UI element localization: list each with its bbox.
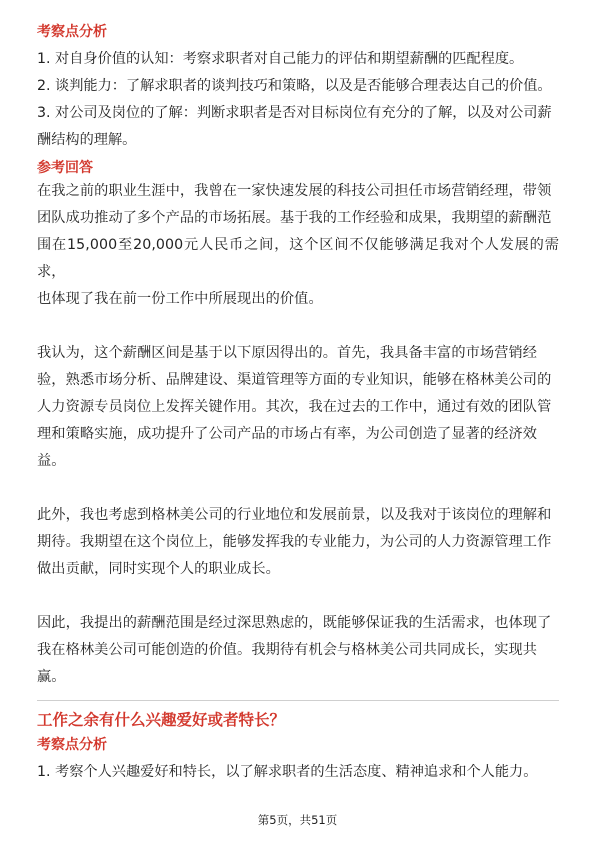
answer-line: 在我之前的职业生涯中，我曾在一家快速发展的科技公司担任市场营销经理，带领 [37, 183, 552, 199]
question-title: 工作之余有什么兴趣爱好或者特长？ [37, 711, 286, 729]
page-number: 第5页，共51页 [257, 813, 338, 827]
answer-line: 期待。我期望在这个岗位上，能够发挥我的专业能力，为公司的人力资源管理工作 [37, 534, 552, 550]
answer-paragraph-4 [37, 610, 559, 691]
answer-line: 理和策略实施，成功提升了公司产品的市场占有率，为公司创造了显著的经济效 [37, 426, 538, 442]
answer-line: 团队成功推动了多个产品的市场拓展。基于我的工作经验和成果，我期望的薪酬范 [37, 210, 552, 226]
answer-line: 我认为，这个薪酬区间是基于以下原因得出的。首先，我具备丰富的市场营销经 [37, 345, 538, 361]
answer-paragraph-2 [37, 340, 559, 475]
answer-line: 也体现了我在前一份工作中所展现出的价值。 [37, 291, 323, 307]
answer-line: 益。 [37, 453, 66, 469]
analysis-heading: 考察点分析 [37, 24, 107, 40]
document-page [37, 22, 559, 786]
analysis-item-3-cont: 酬结构的理解。 [37, 132, 137, 148]
answer-line: 人力资源专员岗位上发挥关键作用。其次，我在过去的工作中，通过有效的团队管 [37, 399, 552, 415]
answer-line: 我在格林美公司可能创造的价值。我期待有机会与格林美公司共同成长，实现共 [37, 642, 538, 658]
answer-line: 此外，我也考虑到格林美公司的行业地位和发展前景，以及我对于该岗位的理解和 [37, 507, 552, 523]
analysis-item-3: 3. 对公司及岗位的了解：判断求职者是否对目标岗位有充分的了解，以及对公司薪 [37, 105, 552, 121]
answer-line: 验，熟悉市场分析、品牌建设、渠道管理等方面的专业知识，能够在格林美公司的 [37, 372, 552, 388]
section-divider [37, 700, 559, 701]
answer-line: 围在15,000至20,000元人民币之间，这个区间不仅能够满足我对个人发展的需求， [37, 237, 559, 280]
reference-answer-heading: 参考回答 [37, 160, 93, 176]
answer-paragraph-3 [37, 502, 559, 583]
answer-paragraph-1 [37, 178, 559, 313]
answer-line: 做出贡献，同时实现个人的职业成长。 [37, 561, 280, 577]
analysis-heading-2: 考察点分析 [37, 737, 107, 753]
analysis-item-q2-1: 1. 考察个人兴趣爱好和特长，以了解求职者的生活态度、精神追求和个人能力。 [37, 764, 538, 780]
answer-line: 因此，我提出的薪酬范围是经过深思熟虑的，既能够保证我的生活需求，也体现了 [37, 615, 552, 631]
answer-line: 赢。 [37, 669, 66, 685]
analysis-item-2: 2. 谈判能力：了解求职者的谈判技巧和策略，以及是否能够合理表达自己的价值。 [37, 78, 552, 94]
analysis-item-1: 1. 对自身价值的认知：考察求职者对自己能力的评估和期望薪酬的匹配程度。 [37, 51, 524, 67]
